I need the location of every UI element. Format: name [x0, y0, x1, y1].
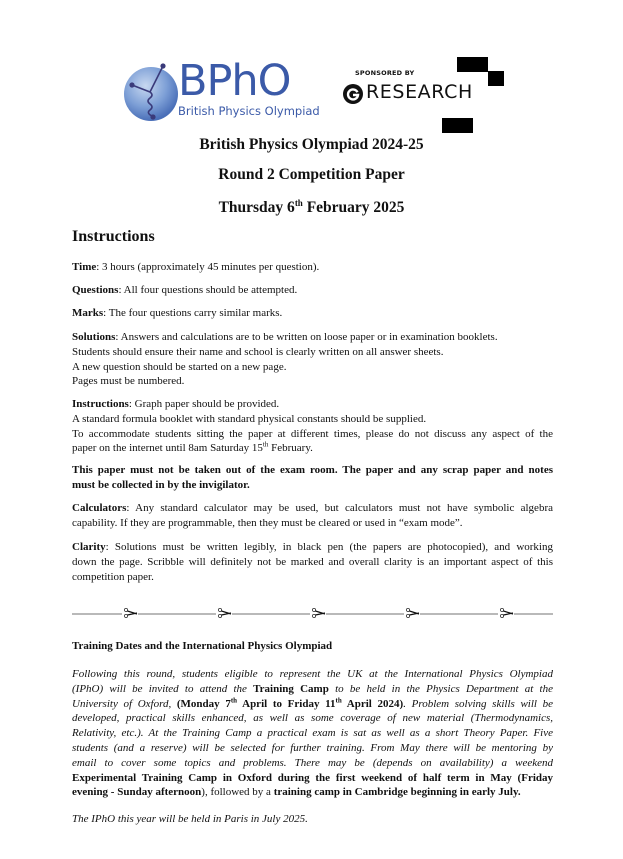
clarity-instruction: Clarity: Solutions must be written legibly, in black pen (the papers are photocopied), and working down the page. Scribble will definitely not be marked and overall clarity is an important aspect of this competition paper. [72, 541, 553, 583]
materials-instruction: Instructions: Graph paper should be provided. A standard formula booklet with standard physical constants should be supplied. To accommodate students sitting the paper at different times, please do not discuss any aspect of the paper on the internet until 8am Saturday 15th February. [72, 398, 553, 455]
exam-room-warning: This paper must not be taken out of the exam room. The paper and any scrap paper and notes must be collected in by the invigilator. [72, 464, 553, 491]
scissors-icon [310, 607, 326, 618]
decorative-block [488, 71, 504, 86]
cut-here-line [72, 604, 553, 618]
calculators-instruction: Calculators: Any standard calculator may be used, but calculators must not have symbolic algebra capability. If they are programmable, then they must be cleared or used in “exam mode”. [72, 502, 553, 529]
exam-date: Thursday 6th February 2025 [218, 198, 405, 217]
decorative-block [457, 57, 488, 72]
paper-title: Round 2 Competition Paper [218, 166, 405, 183]
bpho-wordmark: BPhO [178, 56, 291, 106]
training-paragraph: Following this round, students eligible to represent the UK at the International Physics Olympiad (IPhO) will be invited to attend the Training Camp to be held in the Physics Department at the University of Oxford, (Monday 7th April to Friday 11th April 2024). Problem solving skills will be developed, practical skills enhanced, as well as some coverage of new material (Thermodynamics, Relativity, etc.). At the Training Camp a practical exam is sat as well as a short Theory Paper. Five students (and a reserve) will be selected for further training. From May there will be mentoring by email to cover some topics and problems. There may be (depends on availability) a weekend Experimental Training Camp in Oxford during the first weekend of half term in May (Friday evening - Sunday afternoon), followed by a training camp in Cambridge beginning in early July. [72, 668, 554, 799]
sponsor-name: RESEARCH [366, 81, 473, 103]
instructions-heading: Instructions [72, 228, 155, 245]
scissors-icon [216, 607, 232, 618]
decorative-block [442, 118, 473, 133]
sponsored-by-label: SPONSORED BY [355, 69, 415, 77]
questions-instruction: Questions: All four questions should be attempted. [72, 284, 298, 296]
g-research-logo-icon [343, 84, 363, 104]
time-instruction: Time: 3 hours (approximately 45 minutes per question). [72, 261, 320, 273]
scissors-icon [498, 607, 514, 618]
bpho-subtitle: British Physics Olympiad [178, 104, 320, 118]
scissors-icon [404, 607, 420, 618]
bpho-logo [121, 58, 331, 124]
atom-globe-icon [121, 62, 181, 122]
solutions-instruction: Solutions: Answers and calculations are to be written on loose paper or in examination booklets. Students should ensure their name and school is clearly written on all answer sheets. A new question should be started on a new page. Pages must be numbered. [72, 331, 498, 388]
marks-instruction: Marks: The four questions carry similar marks. [72, 307, 283, 319]
competition-title: British Physics Olympiad 2024-25 [199, 136, 424, 153]
ipho-location-note: The IPhO this year will be held in Paris in July 2025. [72, 813, 308, 825]
scissors-icon [122, 607, 138, 618]
training-heading: Training Dates and the International Physics Olympiad [72, 640, 333, 652]
